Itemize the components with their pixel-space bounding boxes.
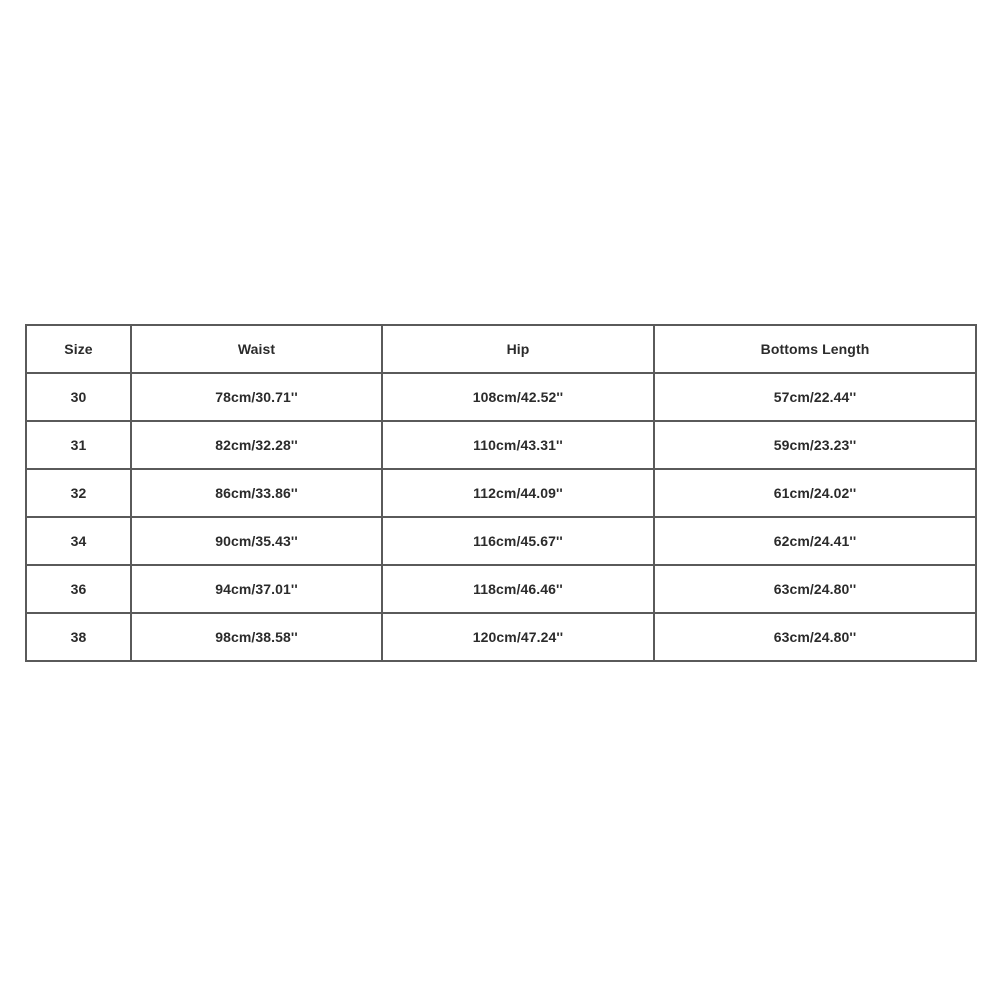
header-size: Size (26, 325, 131, 373)
cell-hip: 118cm/46.46'' (382, 565, 654, 613)
header-hip: Hip (382, 325, 654, 373)
cell-hip: 110cm/43.31'' (382, 421, 654, 469)
cell-hip: 112cm/44.09'' (382, 469, 654, 517)
cell-size: 30 (26, 373, 131, 421)
cell-size: 36 (26, 565, 131, 613)
header-bottoms-length: Bottoms Length (654, 325, 976, 373)
cell-bottoms-length: 57cm/22.44'' (654, 373, 976, 421)
cell-bottoms-length: 59cm/23.23'' (654, 421, 976, 469)
table-row (26, 517, 976, 565)
size-chart-table (25, 324, 977, 662)
cell-hip: 120cm/47.24'' (382, 613, 654, 661)
cell-waist: 90cm/35.43'' (131, 517, 382, 565)
cell-size: 38 (26, 613, 131, 661)
size-chart-header (26, 325, 976, 373)
cell-hip: 116cm/45.67'' (382, 517, 654, 565)
header-waist: Waist (131, 325, 382, 373)
cell-size: 32 (26, 469, 131, 517)
cell-waist: 86cm/33.86'' (131, 469, 382, 517)
header-row (26, 325, 976, 373)
cell-size: 34 (26, 517, 131, 565)
cell-bottoms-length: 63cm/24.80'' (654, 565, 976, 613)
cell-size: 31 (26, 421, 131, 469)
cell-waist: 98cm/38.58'' (131, 613, 382, 661)
table-row (26, 565, 976, 613)
table-row (26, 373, 976, 421)
size-chart-body (26, 373, 976, 661)
table-row (26, 421, 976, 469)
cell-waist: 82cm/32.28'' (131, 421, 382, 469)
table-row (26, 613, 976, 661)
cell-waist: 94cm/37.01'' (131, 565, 382, 613)
cell-bottoms-length: 63cm/24.80'' (654, 613, 976, 661)
table-row (26, 469, 976, 517)
cell-hip: 108cm/42.52'' (382, 373, 654, 421)
cell-waist: 78cm/30.71'' (131, 373, 382, 421)
cell-bottoms-length: 61cm/24.02'' (654, 469, 976, 517)
cell-bottoms-length: 62cm/24.41'' (654, 517, 976, 565)
